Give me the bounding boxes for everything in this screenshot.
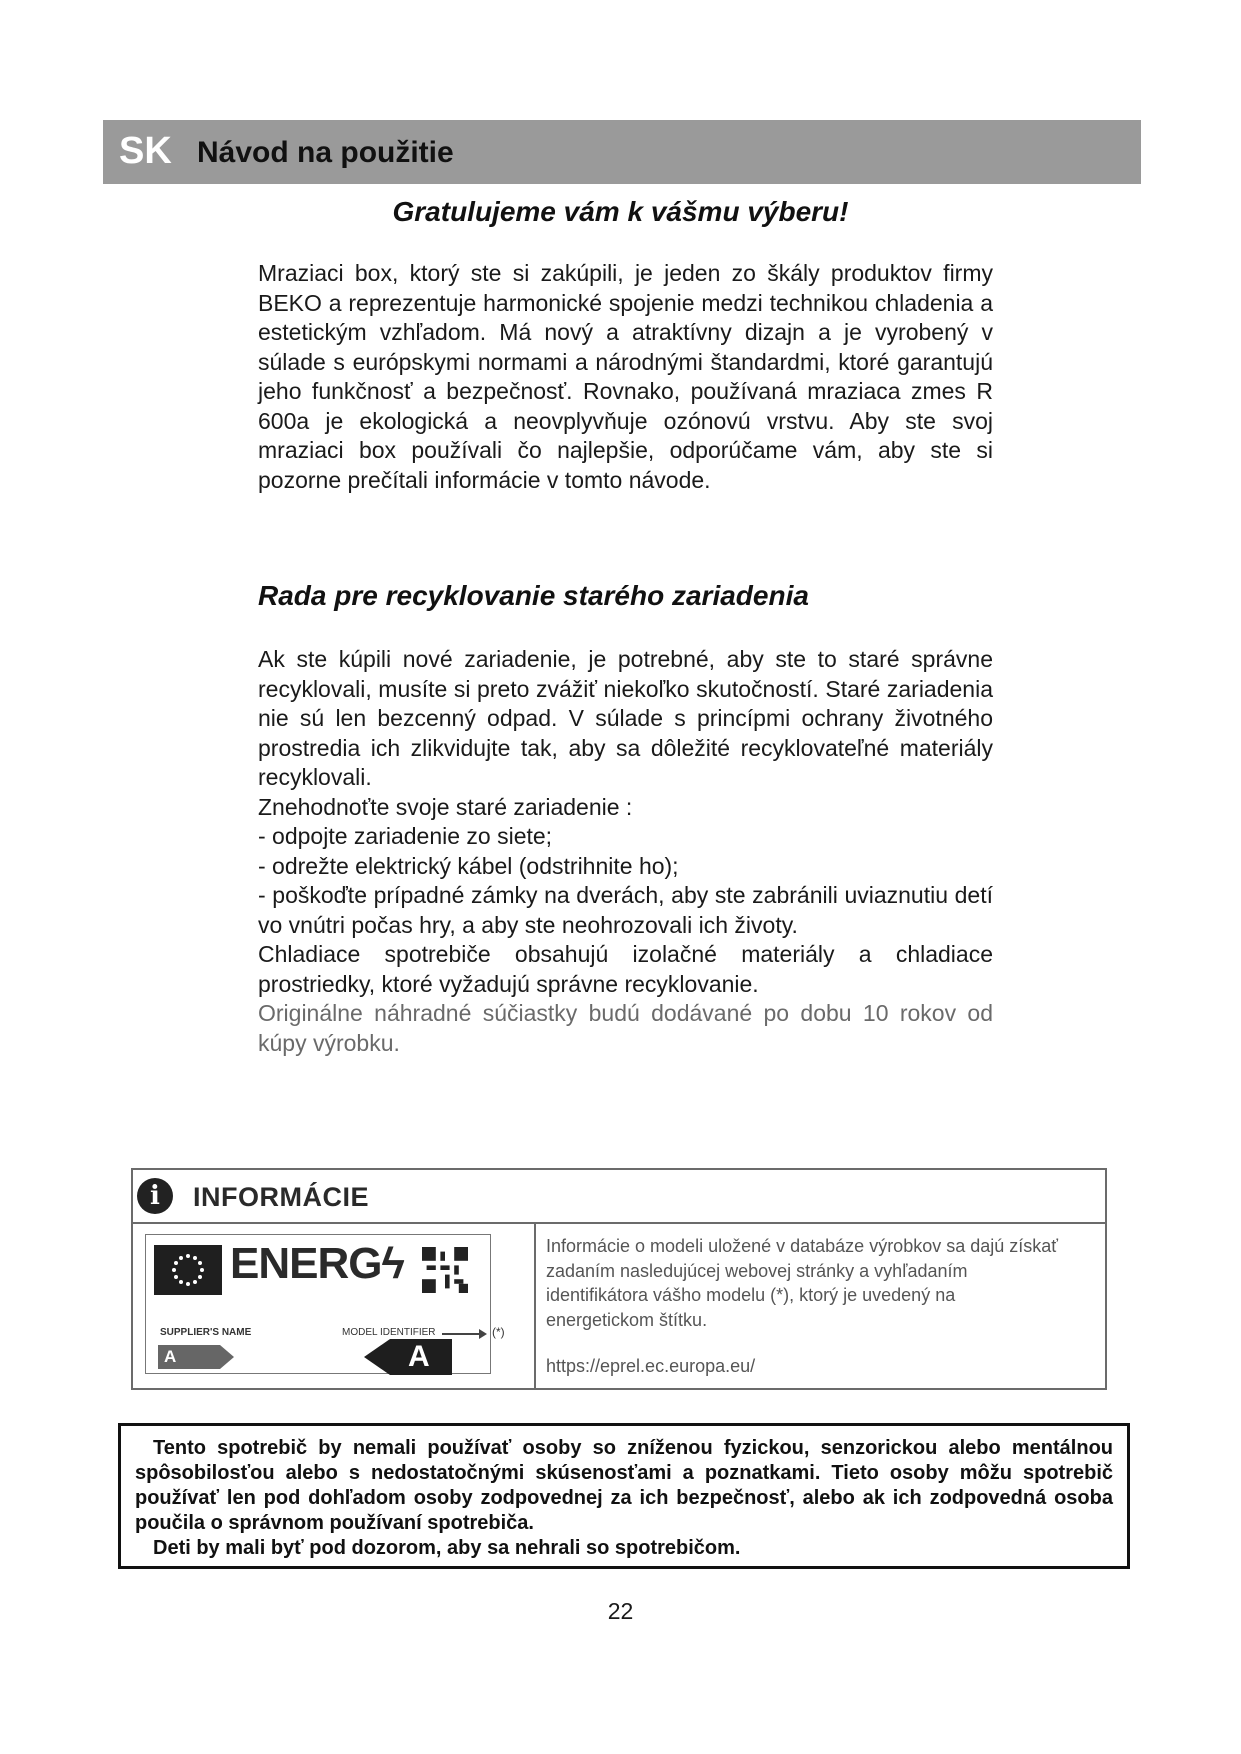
page-title: Návod na použitie	[197, 136, 454, 169]
recycling-heading: Rada pre recyklovanie starého zariadenia	[258, 580, 809, 611]
info-icon: i	[137, 1178, 173, 1214]
asterisk-marker: (*)	[492, 1325, 505, 1339]
intro-paragraph	[258, 259, 993, 495]
information-header	[133, 1170, 1105, 1224]
information-box	[131, 1168, 1107, 1390]
children-warning-text: Deti by mali byť pod dozorom, aby sa nehrali so spotrebičom.	[153, 1537, 741, 1559]
safety-warning-text: Tento spotrebič by nemali používať osoby so zníženou fyzickou, senzorickou alebo mentálnou spôsobilosťou alebo s nedostatočnými skúsenosťami a poznatkami. Tieto osoby môžu spotrebič používať len pod dohľadom osoby zodpovednej za ich bezpečnosť, alebo ak ich zodpovedná osoba poučila o správnom používaní spotrebiča.	[135, 1437, 1113, 1534]
recycling-steps-intro: Znehodnoťte svoje staré zariadenie :	[258, 793, 633, 820]
recycling-section	[258, 645, 993, 1058]
energy-logo-text: ENERGϟ	[230, 1239, 404, 1288]
section-header	[103, 120, 1141, 184]
page-number: 22	[607, 1598, 634, 1624]
supplier-name-label: SUPPLIER'S NAME	[160, 1327, 252, 1338]
recycling-note: Chladiace spotrebiče obsahujú izolačné materiály a chladiace prostriedky, ktoré vyžadujú správne recyklovanie.	[258, 941, 993, 997]
recycling-paragraph: Ak ste kúpili nové zariadenie, je potrebné, aby ste to staré správne recyklovali, musíte si preto zvážiť niekoľko skutočností. Staré zariadenia nie sú len bezcenný odpad. V súlade s princípmi ochrany životného prostredia ich zlikvidujte tak, aby sa dôležité recyklovateľné materiály recyklovali.	[258, 646, 993, 790]
spare-parts-note: Originálne náhradné súčiastky budú dodávané po dobu 10 rokov od kúpy výrobku.	[258, 1000, 993, 1056]
recycling-step: - odpojte zariadenie zo siete;	[258, 823, 553, 849]
eprel-link[interactable]: https://eprel.ec.europa.eu/	[546, 1356, 756, 1376]
intro-text: Mraziaci box, ktorý ste si zakúpili, je jeden zo škály produktov firmy BEKO a reprezentuje harmonické spojenie medzi technikou chladenia a estetickým vzhľadom. Má nový a atraktívny dizajn a je vyrobený v súlade s európskymi normami a národnými štandardmi, ktoré garantujú jeho funkčnosť a bezpečnosť. Rovnako, používaná mraziaca zmes R 600a je ekologická a neovplyvňuje ozónovú vrstvu. Aby ste svoj mraziaci box používali čo najlepšie, odporúčame vám, aby ste si pozorne prečítali informácie v tomto návode.	[258, 260, 993, 493]
recycling-step: - odrežte elektrický kábel (odstrihnite ho);	[258, 852, 679, 879]
energy-label-illustration	[145, 1234, 505, 1374]
model-identifier-label: MODEL IDENTIFIER	[342, 1327, 436, 1338]
information-title: INFORMÁCIE	[193, 1182, 369, 1212]
energy-class-letter: A	[408, 1340, 430, 1373]
info-divider	[534, 1222, 536, 1390]
energy-class-scale-letter: A	[164, 1347, 177, 1366]
language-code: SK	[119, 130, 172, 172]
lightning-icon: ϟ	[381, 1239, 404, 1288]
arrow-right-icon	[479, 1329, 487, 1339]
qr-code-icon	[422, 1247, 468, 1293]
arrow-line	[442, 1333, 482, 1335]
energy-class-arrow-tip	[364, 1339, 390, 1375]
eu-flag-icon	[154, 1245, 222, 1295]
safety-warning-box	[118, 1423, 1130, 1569]
congratulations-heading: Gratulujeme vám k vášmu výberu!	[392, 196, 849, 227]
information-text: Informácie o modeli uložené v databáze výrobkov sa dajú získať zadaním nasledujúcej webovej stránky a vyhľadaním identifikátora vášho modelu (*), ktorý je uvedený na energetickom štítku.	[546, 1236, 1059, 1330]
energy-class-bar-tip	[220, 1345, 234, 1369]
recycling-step: - poškoďte prípadné zámky na dverách, aby ste zabránili uviaznutiu detí vo vnútri počas hry, a aby ste neohrozovali ich životy.	[258, 882, 993, 938]
